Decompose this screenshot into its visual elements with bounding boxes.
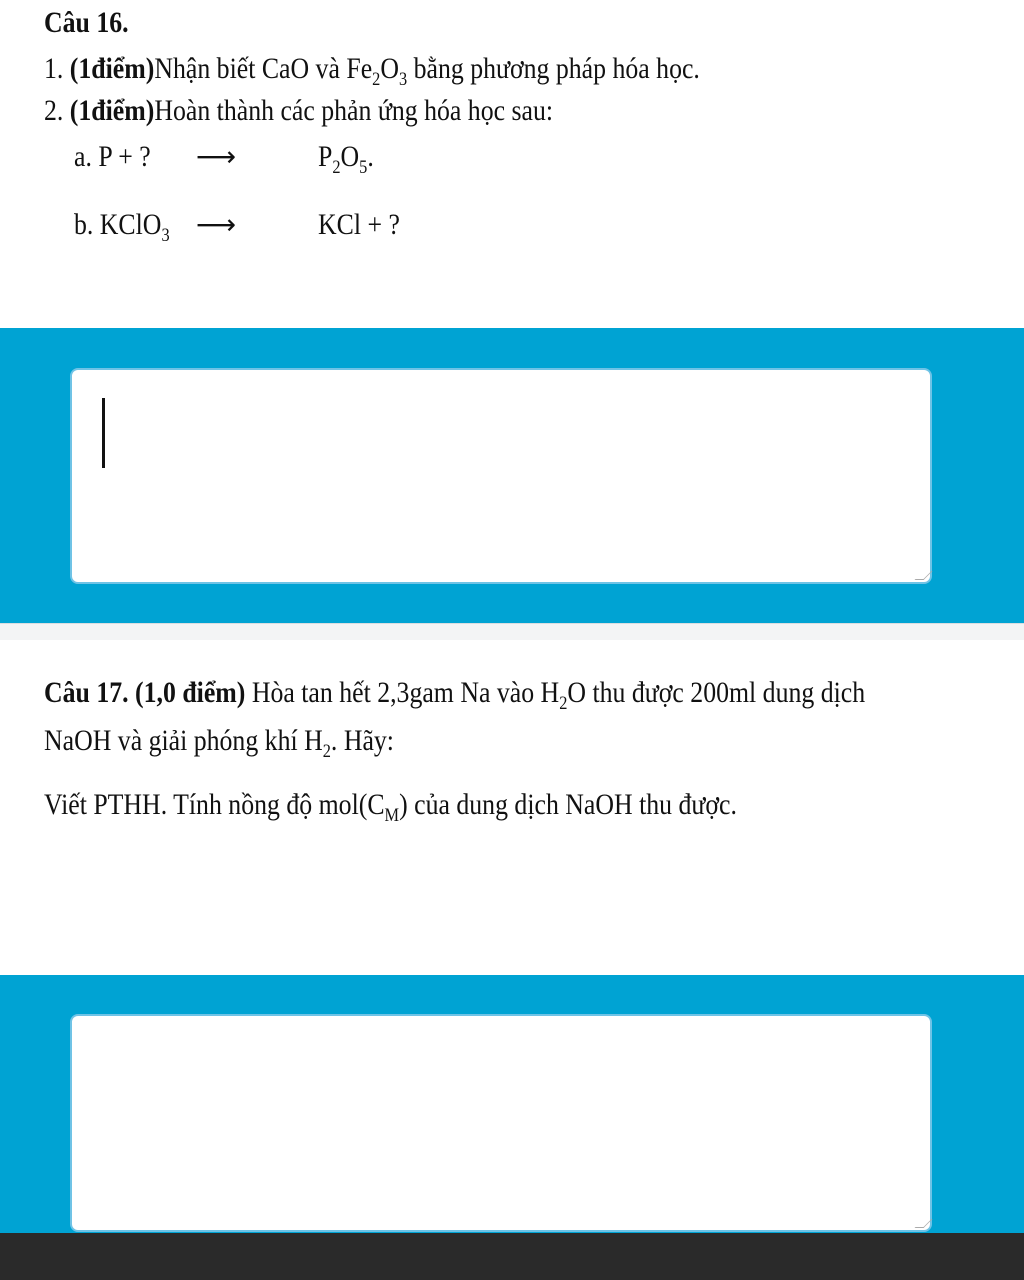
resize-handle-icon[interactable] [915, 1219, 933, 1228]
reaction-arrow-icon: ⟶ [196, 140, 237, 173]
equation-b-lhs: b. KClO$_3$ [74, 208, 170, 246]
question-17 [0, 640, 1024, 975]
resize-handle-icon[interactable] [915, 571, 933, 580]
answer-input-17[interactable] [70, 1014, 932, 1232]
bottom-bar [0, 1233, 1024, 1280]
equation-a-rhs: $P_2O_5$. [318, 140, 374, 178]
text-cursor [102, 398, 105, 468]
answer-input-16[interactable] [70, 368, 932, 584]
equation-b-rhs: KCl + ? [318, 208, 400, 241]
question-17-line-3: Viết PTHH. Tính nồng độ $mol(C_M)$ của dung dịch NaOH thu được. [44, 788, 737, 826]
question-16-item-2: 2. (1điểm)Hoàn thành các phản ứng hóa học sau: [44, 94, 554, 127]
question-17-line-1: Câu 17. (1,0 điểm) Hòa tan hết 2,3gam Na vào $H_2O$ thu được 200ml dung dịch [44, 676, 866, 714]
question-16-title: Câu 16. [44, 6, 129, 39]
question-16 [0, 0, 1024, 328]
section-divider [0, 623, 1024, 641]
reaction-arrow-icon: ⟶ [196, 208, 237, 241]
question-16-item-1: 1. (1điểm)Nhận biết CaO và $Fe_2O_3$ bằng phương pháp hóa học. [44, 52, 700, 90]
equation-a-lhs: a. P + ? [74, 140, 151, 173]
question-17-line-2: NaOH và giải phóng khí $H_2$. Hãy: [44, 724, 394, 762]
